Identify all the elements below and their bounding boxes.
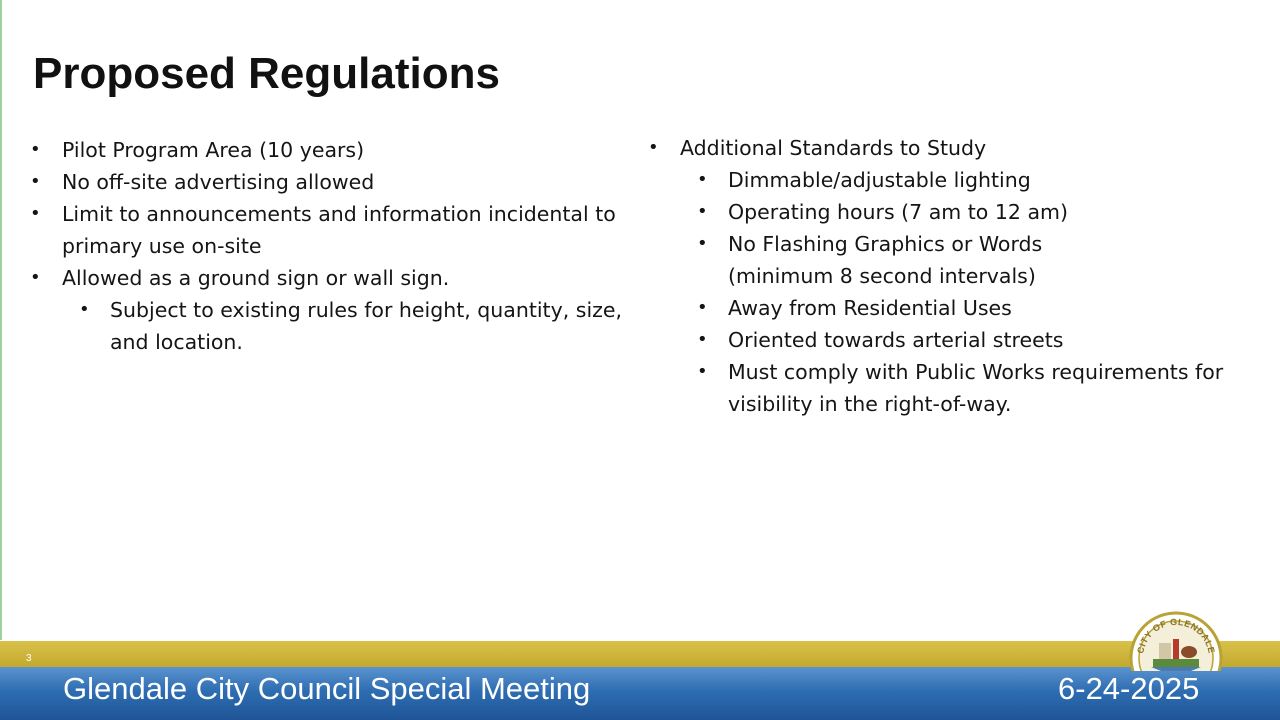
sub-list-item <box>648 292 1273 324</box>
list-item-text: Allowed as a ground sign or wall sign. <box>62 266 450 290</box>
sub-list-item <box>648 228 1273 260</box>
bullet-icon: • <box>30 267 41 288</box>
bullet-icon: • <box>697 297 708 318</box>
list-item-text: Oriented towards arterial streets <box>728 328 1064 352</box>
bullet-icon: • <box>30 203 41 224</box>
list-item-text: Additional Standards to Study <box>680 136 987 160</box>
list-item-text: (minimum 8 second intervals) <box>728 264 1036 288</box>
footer-date: 6-24-2025 <box>1058 671 1200 706</box>
sub-list-item <box>648 356 1273 388</box>
sub-list-item-continuation <box>30 326 655 358</box>
slide-edge-line <box>0 0 2 640</box>
sub-list-item-continuation <box>648 260 1273 292</box>
list-item-text: Subject to existing rules for height, quantity, size, <box>110 298 623 322</box>
bullet-icon: • <box>30 139 41 160</box>
bullet-icon: • <box>648 137 659 158</box>
bullet-icon: • <box>697 361 708 382</box>
sub-list-item <box>30 294 655 326</box>
list-item <box>30 166 655 198</box>
list-item-continuation <box>30 230 655 262</box>
list-item-text: Pilot Program Area (10 years) <box>62 138 365 162</box>
bullet-icon: • <box>697 329 708 350</box>
bullet-icon: • <box>697 169 708 190</box>
left-bullet-list <box>30 134 655 358</box>
list-item-text: No Flashing Graphics or Words <box>728 232 1043 256</box>
sub-list-item-continuation <box>648 388 1273 420</box>
list-item-text: No off-site advertising allowed <box>62 170 375 194</box>
list-item <box>30 198 655 230</box>
right-bullet-list <box>648 132 1273 420</box>
list-item-text: Dimmable/adjustable lighting <box>728 168 1031 192</box>
list-item-text: and location. <box>110 330 243 354</box>
sub-list-item <box>648 324 1273 356</box>
list-item <box>30 262 655 294</box>
list-item <box>30 134 655 166</box>
list-item-text: Away from Residential Uses <box>728 296 1012 320</box>
slide-number: 3 <box>26 653 32 664</box>
list-item-text: Must comply with Public Works requirements for <box>728 360 1224 384</box>
list-heading-item <box>648 132 1273 164</box>
list-item-text: Limit to announcements and information incidental to <box>62 202 616 226</box>
footer-gold-band <box>0 641 1280 667</box>
bullet-icon: • <box>79 299 90 320</box>
seal-text: CITY OF GLENDALE <box>1135 616 1217 655</box>
city-seal-icon <box>1129 611 1223 671</box>
sub-list-item <box>648 164 1273 196</box>
sub-list-item <box>648 196 1273 228</box>
list-item-text: primary use on-site <box>62 234 262 258</box>
slide-title: Proposed Regulations <box>33 49 500 98</box>
footer-meeting-title: Glendale City Council Special Meeting <box>63 671 591 706</box>
list-item-text: visibility in the right-of-way. <box>728 392 1012 416</box>
bullet-icon: • <box>697 233 708 254</box>
bullet-icon: • <box>30 171 41 192</box>
bullet-icon: • <box>697 201 708 222</box>
list-item-text: Operating hours (7 am to 12 am) <box>728 200 1068 224</box>
